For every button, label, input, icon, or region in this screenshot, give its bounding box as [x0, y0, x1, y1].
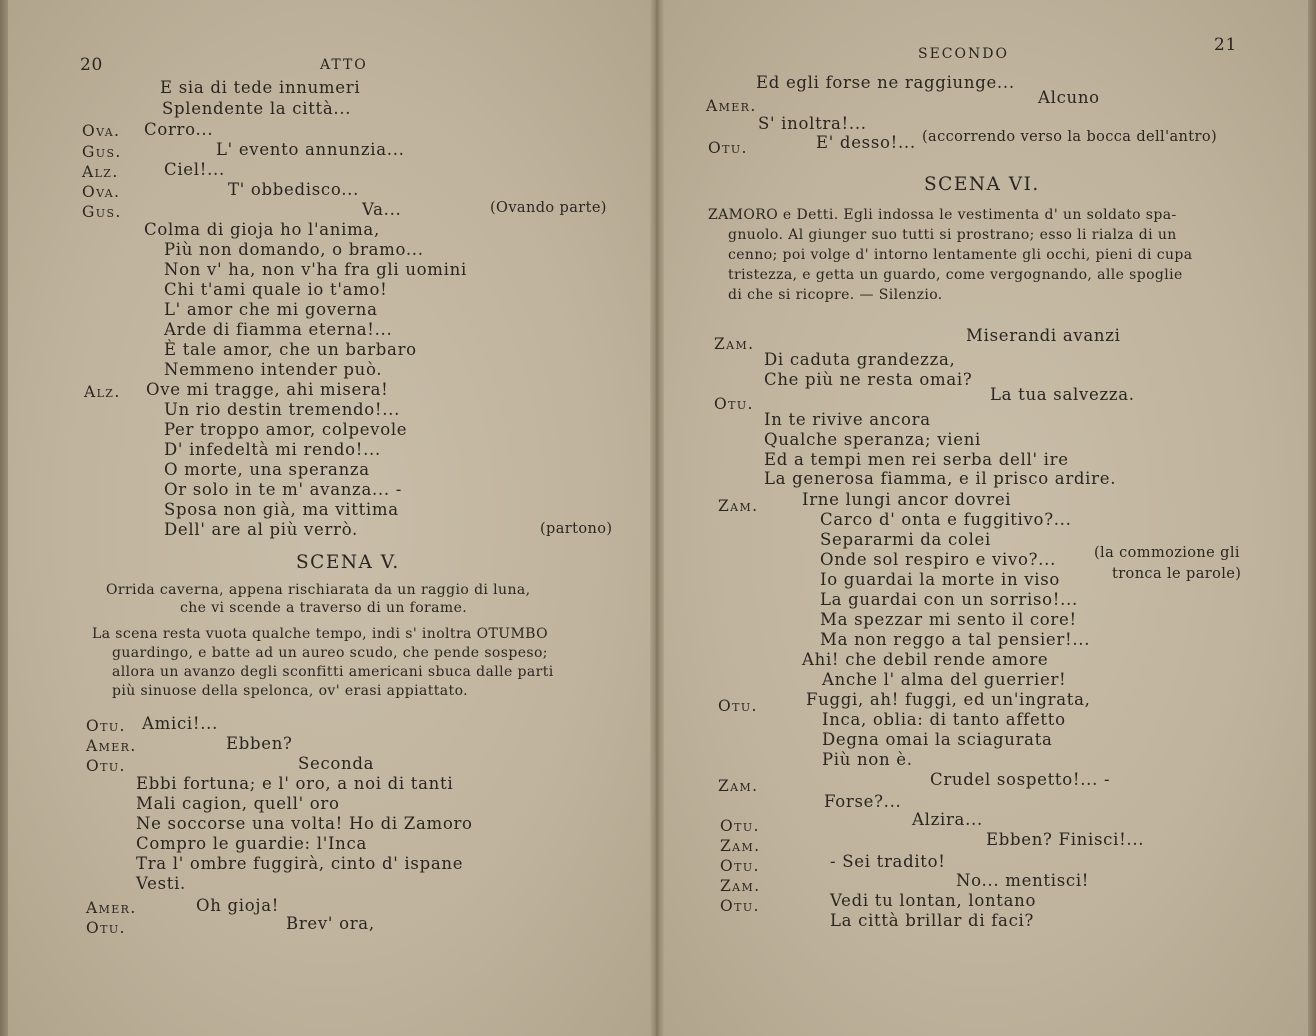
running-head: ATTO: [320, 57, 368, 73]
stage-direction-line: più sinuose della spelonca, ov' erasi appiattato.: [112, 683, 469, 699]
verse-line: Più non domando, o bramo...: [164, 240, 424, 259]
stage-direction-line: gnuolo. Al giunger suo tutti si prostrano; esso li rialza di un: [728, 227, 1177, 243]
verse-line: Un rio destin tremendo!...: [164, 400, 401, 419]
setting-line: Orrida caverna, appena rischiarata da un raggio di luna,: [106, 582, 531, 598]
speaker-label: Ova.: [82, 183, 121, 201]
speaker-label: Alz.: [82, 163, 119, 181]
verse-line: O morte, una speranza: [164, 460, 370, 479]
speaker-label: Zam.: [714, 335, 755, 353]
speaker-label: Gus.: [82, 143, 122, 161]
stage-direction: (accorrendo verso la bocca dell'antro): [922, 129, 1218, 145]
verse-line: Alcuno: [1038, 88, 1100, 107]
verse-line: Non v' ha, non v'ha fra gli uomini: [164, 260, 467, 279]
page-number: 21: [1214, 35, 1238, 55]
verse-line: Di caduta grandezza,: [764, 350, 956, 369]
book-gutter: [650, 0, 664, 1036]
speaker-label: Otu.: [86, 919, 126, 937]
speaker-label: Zam.: [720, 837, 761, 855]
verse-line: Anche l' alma del guerrier!: [822, 670, 1067, 689]
speaker-label: Otu.: [714, 395, 754, 413]
verse-line: La tua salvezza.: [990, 385, 1135, 404]
stage-direction-line: di che si ricopre. — Silenzio.: [728, 287, 943, 303]
verse-line: Fuggi, ah! fuggi, ed un'ingrata,: [806, 690, 1091, 709]
stage-direction-line: tristezza, e getta un guardo, come vergognando, alle spoglie: [728, 267, 1183, 283]
verse-line: Vesti.: [136, 874, 186, 893]
verse-line: Seconda: [298, 754, 375, 773]
stage-direction: (Ovando parte): [490, 200, 607, 216]
verse-line: Arde di fiamma eterna!...: [164, 320, 393, 339]
verse-line: Tra l' ombre fuggirà, cinto d' ispane: [136, 854, 464, 873]
verse-line: Per troppo amor, colpevole: [164, 420, 408, 439]
verse-line: Carco d' onta e fuggitivo?...: [820, 510, 1072, 529]
verse-line: Ne soccorse una volta! Ho di Zamoro: [136, 814, 473, 833]
verse-line: Ahi! che debil rende amore: [802, 650, 1049, 669]
verse-line: Ebbi fortuna; e l' oro, a noi di tanti: [136, 774, 454, 793]
setting-line: che vi scende a traverso di un forame.: [180, 600, 468, 616]
verse-line: Nemmeno intender può.: [164, 360, 383, 379]
verse-line: E' desso!...: [816, 133, 916, 152]
verse-line: Ed egli forse ne raggiunge...: [756, 73, 1015, 92]
verse-line: Ebben?: [226, 734, 293, 753]
verse-line: Miserandi avanzi: [966, 326, 1121, 345]
verse-line: L' evento annunzia...: [216, 140, 405, 159]
verse-line: Degna omai la sciagurata: [822, 730, 1053, 749]
speaker-label: Zam.: [720, 877, 761, 895]
verse-line: Inca, oblia: di tanto affetto: [822, 710, 1066, 729]
verse-line: T' obbedisco...: [228, 180, 360, 199]
speaker-label: Otu.: [720, 857, 760, 875]
speaker-label: Otu.: [708, 139, 748, 157]
verse-line: Io guardai la morte in viso: [820, 570, 1061, 589]
verse-line: Crudel sospetto!... -: [930, 770, 1111, 789]
verse-line: La città brillar di faci?: [830, 911, 1035, 930]
speaker-label: Gus.: [82, 203, 122, 221]
verse-line: Separarmi da colei: [820, 530, 991, 549]
verse-line: Compro le guardie: l'Inca: [136, 834, 367, 853]
verse-line: Sposa non già, ma vittima: [164, 500, 399, 519]
verse-line: Più non è.: [822, 750, 913, 769]
stage-direction-line: allora un avanzo degli sconfitti americani sbuca dalle parti: [112, 664, 554, 680]
speaker-label: Otu.: [86, 717, 126, 735]
speaker-label: Ova.: [82, 122, 121, 140]
verse-line: Ma spezzar mi sento il core!: [820, 610, 1077, 629]
verse-line: Amici!...: [142, 714, 219, 733]
stage-direction: (partono): [540, 521, 613, 537]
verse-line: Splendente la città...: [162, 99, 352, 118]
verse-line: Brev' ora,: [286, 914, 375, 933]
verse-line: In te rivive ancora: [764, 410, 931, 429]
verse-line: Corro...: [144, 120, 214, 139]
verse-line: No... mentisci!: [956, 871, 1090, 890]
verse-line: Vedi tu lontan, lontano: [830, 891, 1037, 910]
verse-line: Ebben? Finisci!...: [986, 830, 1145, 849]
speaker-label: Otu.: [720, 817, 760, 835]
verse-line: È tale amor, che un barbaro: [164, 340, 417, 359]
page-number: 20: [80, 55, 104, 75]
verse-line: Qualche speranza; vieni: [764, 430, 981, 449]
verse-line: E sia di tede innumeri: [160, 78, 361, 97]
verse-line: Irne lungi ancor dovrei: [802, 490, 1012, 509]
verse-line: La generosa fiamma, e il prisco ardire.: [764, 469, 1117, 488]
speaker-label: Otu.: [720, 897, 760, 915]
stage-direction: (la commozione gli: [1094, 545, 1240, 561]
scene-title: SCENA V.: [296, 552, 400, 573]
verse-line: Oh gioja!: [196, 896, 280, 915]
speaker-label: Amer.: [706, 97, 757, 115]
stage-direction-line: ZAMORO e Detti. Egli indossa le vestimenta d' un soldato spa-: [708, 207, 1177, 223]
verse-line: La guardai con un sorriso!...: [820, 590, 1078, 609]
verse-line: Ed a tempi men rei serba dell' ire: [764, 450, 1069, 469]
speaker-label: Zam.: [718, 497, 759, 515]
speaker-label: Otu.: [86, 757, 126, 775]
verse-line: D' infedeltà mi rendo!...: [164, 440, 381, 459]
verse-line: Onde sol respiro e vivo?...: [820, 550, 1057, 569]
verse-line: Chi t'ami quale io t'amo!: [164, 280, 388, 299]
stage-direction-line: guardingo, e batte ad un aureo scudo, che pende sospeso;: [112, 645, 548, 661]
verse-line: Ove mi tragge, ahi misera!: [146, 380, 389, 399]
speaker-label: Alz.: [84, 383, 121, 401]
running-head: SECONDO: [918, 46, 1009, 62]
stage-direction: tronca le parole): [1112, 566, 1242, 582]
speaker-label: Otu.: [718, 697, 758, 715]
verse-line: Mali cagion, quell' oro: [136, 794, 340, 813]
verse-line: S' inoltra!...: [758, 114, 867, 133]
speaker-label: Amer.: [86, 737, 137, 755]
scene-title: SCENA VI.: [924, 174, 1040, 195]
speaker-label: Amer.: [86, 899, 137, 917]
verse-line: - Sei tradito!: [830, 852, 946, 871]
verse-line: Ma non reggo a tal pensier!...: [820, 630, 1091, 649]
stage-direction-line: La scena resta vuota qualche tempo, indi s' inoltra OTUMBO: [92, 626, 549, 642]
verse-line: Che più ne resta omai?: [764, 370, 973, 389]
verse-line: Colma di gioja ho l'anima,: [144, 220, 380, 239]
verse-line: L' amor che mi governa: [164, 300, 378, 319]
verse-line: Alzira...: [912, 810, 983, 829]
speaker-label: Zam.: [718, 777, 759, 795]
verse-line: Or solo in te m' avanza... -: [164, 480, 403, 499]
verse-line: Forse?...: [824, 792, 902, 811]
verse-line: Ciel!...: [164, 160, 225, 179]
verse-line: Dell' are al più verrò.: [164, 520, 358, 539]
stage-direction-line: cenno; poi volge d' intorno lentamente gli occhi, pieni di cupa: [728, 247, 1193, 263]
verse-line: Va...: [362, 200, 402, 219]
